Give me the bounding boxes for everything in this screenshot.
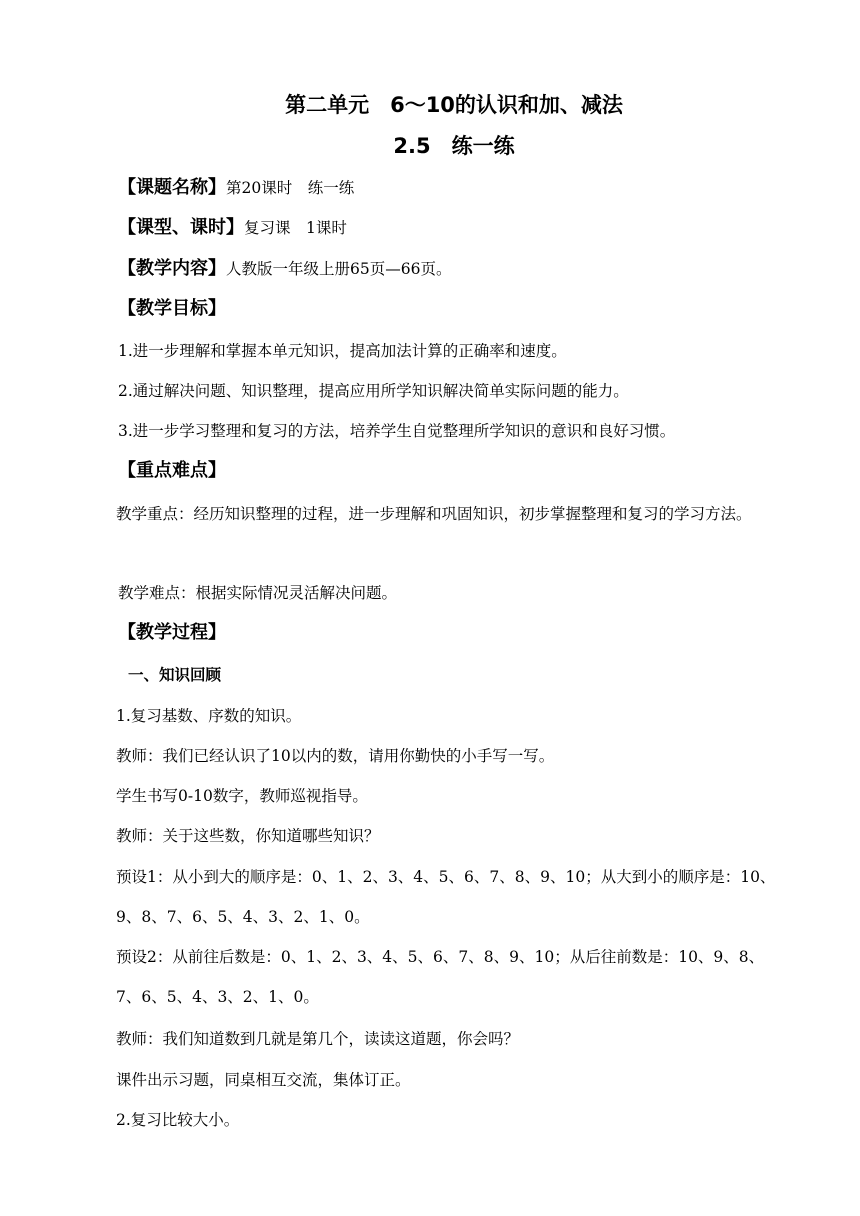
course-type-value: 复习课 1课时 [244, 219, 347, 237]
paragraph: 预设2：从前往后数是：0、1、2、3、4、5、6、7、8、9、10；从后往前数是：10、9、8、7、6、5、4、3、2、1、0。 [116, 948, 765, 1006]
goal-item: 2.通过解决问题、知识整理，提高应用所学知识解决简单实际问题的能力。 [118, 382, 629, 400]
paragraph: 2.复习比较大小。 [116, 1111, 240, 1129]
key-point-paragraph: 教学重点：经历知识整理的过程，进一步理解和巩固知识，初步掌握整理和复习的学习方法。 [116, 505, 752, 523]
document-title: 第二单元 6～10的认识和加、减法 [285, 93, 623, 117]
paragraph: 教师：我们已经认识了10以内的数，请用你勤快的小手写一写。 [116, 747, 555, 765]
course-type-row [118, 218, 347, 238]
paragraph: 教师：我们知道数到几就是第几个，读读这道题，你会吗？ [116, 1030, 520, 1048]
paragraph: 学生书写0-10数字，教师巡视指导。 [116, 787, 368, 805]
content-row [118, 259, 451, 279]
goal-item: 1.进一步理解和掌握本单元知识，提高加法计算的正确率和速度。 [118, 342, 567, 360]
content-label: 【教学内容】 [118, 258, 226, 279]
key-points-heading: 【重点难点】 [118, 460, 226, 481]
course-name-value: 第20课时 练一练 [226, 179, 355, 197]
paragraph: 课件出示习题，同桌相互交流，集体订正。 [116, 1071, 411, 1089]
section-heading: 一、知识回顾 [128, 666, 222, 684]
content-value: 人教版一年级上册65页—66页。 [226, 260, 452, 278]
goals-heading: 【教学目标】 [118, 298, 226, 319]
document-subtitle: 2.5 练一练 [393, 134, 515, 158]
paragraph: 1.复习基数、序数的知识。 [116, 707, 302, 725]
difficulty-paragraph: 教学难点：根据实际情况灵活解决问题。 [118, 584, 398, 602]
goal-item: 3.进一步学习整理和复习的方法，培养学生自觉整理所学知识的意识和良好习惯。 [118, 422, 676, 440]
course-type-label: 【课型、课时】 [118, 217, 244, 238]
course-name-label: 【课题名称】 [118, 177, 226, 198]
course-name-row [118, 178, 354, 198]
paragraph: 预设1：从小到大的顺序是：0、1、2、3、4、5、6、7、8、9、10；从大到小的顺序是：10、9、8、7、6、5、4、3、2、1、0。 [116, 868, 776, 926]
process-heading: 【教学过程】 [118, 622, 226, 643]
paragraph: 教师：关于这些数，你知道哪些知识？ [116, 827, 380, 845]
